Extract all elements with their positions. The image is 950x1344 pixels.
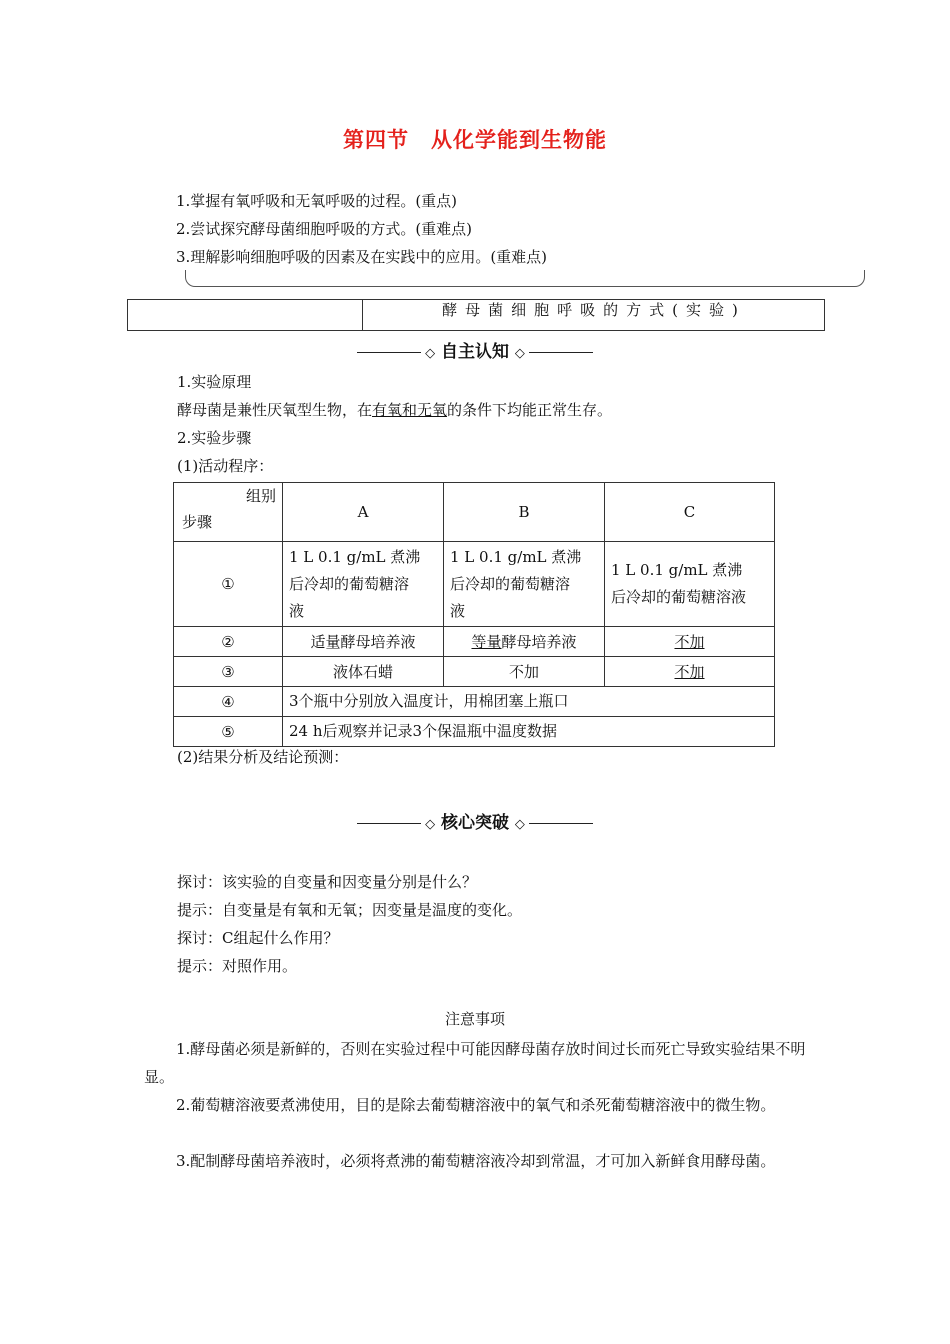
table-cell: 1 L 0.1 g/mL 煮沸 后冷却的葡萄糖溶 液 bbox=[283, 542, 444, 627]
step-number: ⑤ bbox=[174, 717, 283, 747]
qa-line: 提示：自变量是有氧和无氧；因变量是温度的变化。 bbox=[177, 901, 523, 919]
table-cell: 不加 bbox=[444, 657, 605, 687]
principle-label: 1.实验原理 bbox=[177, 373, 252, 391]
table-cell: 3个瓶中分别放入温度计，用棉团塞上瓶口 bbox=[283, 687, 775, 717]
procedure-table bbox=[173, 482, 775, 747]
section-box-underline bbox=[128, 330, 301, 331]
section-title-box bbox=[127, 299, 825, 331]
notes-title: 注意事项 bbox=[444, 1010, 505, 1028]
table-cell: 等量酵母培养液 bbox=[444, 627, 605, 657]
heading-core bbox=[0, 808, 950, 833]
principle-text: 酵母菌是兼性厌氧型生物，在有氧和无氧的条件下均能正常生存。 bbox=[177, 401, 613, 419]
result-label: (2)结果分析及结论预测： bbox=[177, 748, 349, 766]
note-item: 2.葡萄糖溶液要煮沸使用，目的是除去葡萄糖溶液中的氧气和杀死葡萄糖溶液中的微生物。 bbox=[176, 1096, 776, 1114]
heading-label: 核心突破 bbox=[441, 813, 509, 833]
diamond-icon: ◇ bbox=[425, 346, 436, 361]
table-cell: 1 L 0.1 g/mL 煮沸 后冷却的葡萄糖溶 液 bbox=[444, 542, 605, 627]
diamond-icon: ◇ bbox=[425, 817, 436, 832]
section-box-divider bbox=[362, 300, 363, 330]
qa-line: 探讨：C组起什么作用？ bbox=[177, 929, 339, 947]
step-number: ④ bbox=[174, 687, 283, 717]
objective-item: 2.尝试探究酵母菌细胞呼吸的方式。(重难点) bbox=[176, 220, 473, 238]
table-cell: 适量酵母培养液 bbox=[283, 627, 444, 657]
col-header: A bbox=[283, 483, 444, 542]
qa-line: 提示：对照作用。 bbox=[177, 957, 298, 975]
objective-item: 3.理解影响细胞呼吸的因素及在实践中的应用。(重难点) bbox=[176, 248, 548, 266]
col-header: B bbox=[444, 483, 605, 542]
step-number: ② bbox=[174, 627, 283, 657]
heading-label: 自主认知 bbox=[441, 342, 509, 362]
table-cell: 不加 bbox=[605, 657, 775, 687]
table-cell: 1 L 0.1 g/mL 煮沸 后冷却的葡萄糖溶液 bbox=[605, 542, 775, 627]
step-number: ③ bbox=[174, 657, 283, 687]
table-cell: 24 h后观察并记录3个保温瓶中温度数据 bbox=[283, 717, 775, 747]
section-title: 酵母菌细胞呼吸的方式(实验) bbox=[442, 301, 746, 319]
step-number: ① bbox=[174, 542, 283, 627]
diamond-icon: ◇ bbox=[514, 817, 525, 832]
table-cell: 不加 bbox=[605, 627, 775, 657]
page-title: 第四节 从化学能到生物能 bbox=[343, 128, 607, 152]
col-header: C bbox=[605, 483, 775, 542]
qa-line: 探讨：该实验的自变量和因变量分别是什么？ bbox=[177, 873, 478, 891]
note-item: 1.酵母菌必须是新鲜的，否则在实验过程中可能因酵母菌存放时间过长而死亡导致实验结果不明显。 bbox=[144, 1040, 806, 1086]
objective-item: 1.掌握有氧呼吸和无氧呼吸的过程。(重点) bbox=[176, 192, 458, 210]
table-cell: 液体石蜡 bbox=[283, 657, 444, 687]
procedure-label: (1)活动程序： bbox=[177, 457, 274, 475]
note-item: 3.配制酵母菌培养液时，必须将煮沸的葡萄糖溶液冷却到常温，才可加入新鲜食用酵母菌。 bbox=[176, 1152, 776, 1170]
table-corner: 组别 步骤 bbox=[174, 483, 283, 542]
objectives-bracket bbox=[185, 270, 865, 287]
steps-label: 2.实验步骤 bbox=[177, 429, 252, 447]
diamond-icon: ◇ bbox=[514, 346, 525, 361]
heading-self-study bbox=[0, 337, 950, 362]
